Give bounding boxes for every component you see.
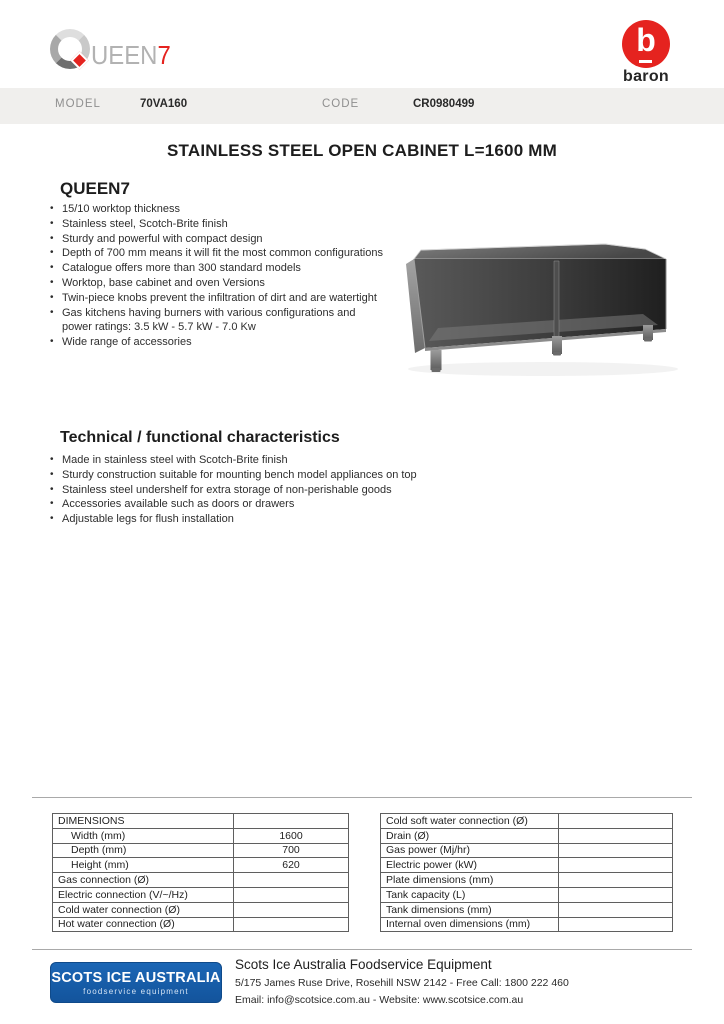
table-row — [53, 917, 349, 932]
spec-value — [559, 902, 673, 917]
technical-heading: Technical / functional characteristics — [60, 429, 340, 446]
queen7-logo-text — [91, 40, 171, 71]
spec-label: Electric connection (V/~/Hz) — [53, 887, 234, 902]
spec-value: 1600 — [234, 828, 349, 843]
table-row — [381, 843, 673, 858]
feature-item: • 15/10 worktop thickness — [48, 202, 386, 217]
baron-b-letter: b — [636, 22, 656, 58]
table-row — [53, 843, 349, 858]
spec-value: 620 — [234, 858, 349, 873]
feature-item: • Depth of 700 mm means it will fit the most common configurations — [48, 246, 386, 261]
spec-value — [234, 902, 349, 917]
spec-value — [234, 917, 349, 932]
spec-value: 700 — [234, 843, 349, 858]
table-row — [381, 917, 673, 932]
spec-label: Height (mm) — [53, 858, 234, 873]
badge-subtitle: foodservice equipment — [83, 987, 189, 996]
badge-title: SCOTS ICE AUSTRALIA — [51, 970, 221, 986]
table-row — [53, 902, 349, 917]
spec-label: Gas connection (Ø) — [53, 873, 234, 888]
technical-item: • Accessories available such as doors or drawers — [48, 497, 478, 512]
table-row — [381, 873, 673, 888]
spec-label: Plate dimensions (mm) — [381, 873, 559, 888]
spec-label: Tank dimensions (mm) — [381, 902, 559, 917]
spec-value — [559, 814, 673, 829]
queen7-seven: 7 — [157, 40, 171, 70]
feature-item: • Catalogue offers more than 300 standard models — [48, 261, 386, 276]
spec-value — [559, 858, 673, 873]
spec-label: DIMENSIONS — [53, 814, 234, 829]
feature-item: • Sturdy and powerful with compact design — [48, 232, 386, 247]
model-code-bar — [0, 88, 724, 124]
page-title: STAINLESS STEEL OPEN CABINET L=1600 MM — [166, 141, 558, 160]
spec-label: Cold water connection (Ø) — [53, 902, 234, 917]
technical-item: • Made in stainless steel with Scotch-Brite finish — [48, 453, 478, 468]
technical-list — [48, 453, 478, 527]
table-row — [381, 828, 673, 843]
code-value: CR0980499 — [413, 98, 475, 110]
scots-ice-australia-badge — [50, 962, 222, 1003]
table-row — [381, 858, 673, 873]
table-row — [53, 814, 349, 829]
spec-label: Depth (mm) — [53, 843, 234, 858]
table-row — [381, 887, 673, 902]
queen7-letters: UEEN — [91, 40, 158, 70]
technical-item: • Stainless steel undershelf for extra storage of non-perishable goods — [48, 483, 478, 498]
spec-label: Drain (Ø) — [381, 828, 559, 843]
model-value: 70VA160 — [140, 98, 188, 110]
footer-contact-block — [235, 957, 569, 1011]
feature-item: • Stainless steel, Scotch-Brite finish — [48, 217, 386, 232]
table-row — [53, 887, 349, 902]
cabinet-render-svg — [393, 228, 693, 378]
queen7-logo — [50, 26, 250, 76]
footer-company-name: Scots Ice Australia Foodservice Equipment — [235, 957, 492, 972]
spec-label: Tank capacity (L) — [381, 887, 559, 902]
footer-address: 5/175 James Ruse Drive, Rosehill NSW 2142 - Free Call: 1800 222 460 — [235, 977, 569, 989]
dimensions-table — [52, 813, 349, 932]
spec-divider-bottom — [32, 949, 692, 950]
spec-label: Hot water connection (Ø) — [53, 917, 234, 932]
table-row — [53, 858, 349, 873]
code-label: CODE — [322, 98, 360, 110]
baron-logo-text: baron — [623, 68, 669, 85]
model-label: MODEL — [55, 98, 101, 110]
spec-label: Electric power (kW) — [381, 858, 559, 873]
feature-item: • Worktop, base cabinet and oven Versions — [48, 276, 386, 291]
technical-item: • Sturdy construction suitable for mounting bench model appliances on top — [48, 468, 478, 483]
spec-label: Width (mm) — [53, 828, 234, 843]
table-row — [381, 814, 673, 829]
spec-value — [559, 917, 673, 932]
spec-label: Internal oven dimensions (mm) — [381, 917, 559, 932]
connections-table — [380, 813, 673, 932]
feature-item: • Twin-piece knobs prevent the infiltration of dirt and are watertight — [48, 291, 386, 306]
features-list — [48, 202, 386, 350]
spec-divider-top — [32, 797, 692, 798]
spec-value — [234, 814, 349, 829]
technical-item: • Adjustable legs for flush installation — [48, 512, 478, 527]
spec-value — [559, 887, 673, 902]
spec-value — [559, 873, 673, 888]
table-row — [53, 873, 349, 888]
spec-value — [234, 887, 349, 902]
spec-value — [559, 828, 673, 843]
baron-b-underline — [639, 60, 652, 63]
spec-label: Cold soft water connection (Ø) — [381, 814, 559, 829]
product-image — [393, 228, 693, 378]
table-row — [53, 828, 349, 843]
feature-item: • Gas kitchens having burners with various configurations and power ratings: 3.5 kW - 5.7 kW - 7.0 Kw — [48, 306, 386, 336]
feature-item: • Wide range of accessories — [48, 335, 386, 350]
spec-value — [234, 873, 349, 888]
spec-label: Gas power (Mj/hr) — [381, 843, 559, 858]
features-heading: QUEEN7 — [60, 179, 130, 198]
spec-value — [559, 843, 673, 858]
footer-email-website: Email: info@scotsice.com.au - Website: www.scotsice.com.au — [235, 994, 524, 1006]
baron-logo — [610, 16, 682, 88]
table-row — [381, 902, 673, 917]
baron-circle-icon — [622, 20, 670, 68]
